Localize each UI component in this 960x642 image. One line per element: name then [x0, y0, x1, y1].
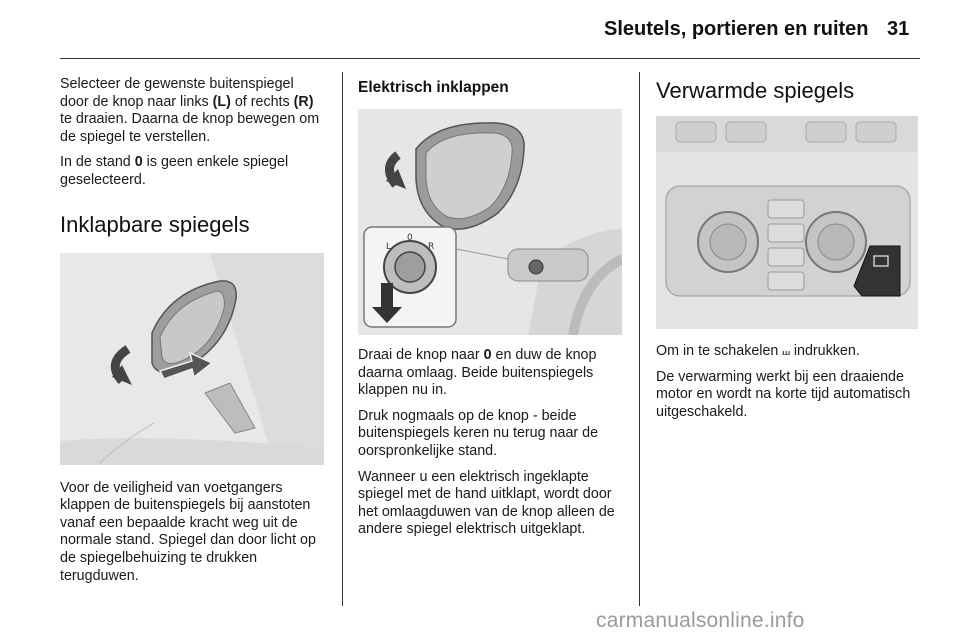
mirror-selection-paragraph: Selecteer de gewenste buitenspiegel door de knop naar links (L) of rechts (R) te draaien. Daarna de knop bewegen om de spiegel te verstellen. [60, 76, 320, 145]
heated-mirror-control-illustration [656, 116, 918, 329]
heated-mirror-switch-paragraph: Om in te schakelen ⧢ indrukken. [656, 343, 860, 359]
climate-control-panel-drawing [656, 116, 918, 329]
header-divider [60, 58, 920, 59]
folding-mirror-drawing [60, 253, 324, 465]
electric-unfold-paragraph: Druk nogmaals op de knop - beide buitenspiegels keren nu terug naar de oorspronkelijke stand. [358, 407, 599, 459]
knob-label-left: L [386, 242, 392, 252]
knob-label-zero: 0 [407, 233, 413, 243]
heated-mirror-icon: ⧢ [782, 343, 790, 359]
folding-mirrors-paragraph: Voor de veiligheid van voetgangers klappen de buitenspiegels bij aanstoten vanaf een bepaalde kracht weg uit de normale stand. Spiegel dan door licht op de spiegelbehuizing te drukken terugduwen. [60, 479, 316, 584]
neutral-position-paragraph: In de stand 0 is geen enkele spiegel geselecteerd. [60, 154, 289, 188]
knob-label-right: R [428, 242, 435, 252]
page-number: 31 [887, 18, 910, 40]
column-3 [656, 76, 922, 429]
section-heading-heated-mirrors: Verwarmde spiegels [656, 78, 855, 103]
page-title: Sleutels, portieren en ruiten [604, 18, 869, 40]
column-2 [358, 76, 624, 547]
column-divider-right [639, 72, 640, 606]
electric-folding-illustration [358, 109, 622, 335]
column-1 [60, 76, 326, 593]
column-divider-left [342, 72, 343, 606]
watermark: carmanualsonline.info [596, 609, 805, 632]
manual-unfold-paragraph: Wanneer u een elektrisch ingeklapte spiegel met de hand uitklapt, wordt door het omlaagduwen van de knop alleen de andere spiegel elektrisch uitgeklapt. [358, 468, 615, 538]
folding-mirror-illustration [60, 253, 324, 465]
electric-folding-drawing [358, 109, 622, 335]
section-heading-electric-folding: Elektrisch inklappen [358, 79, 509, 96]
heated-mirror-info-paragraph: De verwarming werkt bij een draaiende motor en wordt na korte tijd automatisch uitgeschakeld. [656, 368, 911, 420]
section-heading-folding-mirrors: Inklapbare spiegels [60, 211, 250, 237]
electric-fold-paragraph: Draai de knop naar 0 en duw de knop daarna omlaag. Beide buitenspiegels klappen nu in. [358, 347, 597, 399]
